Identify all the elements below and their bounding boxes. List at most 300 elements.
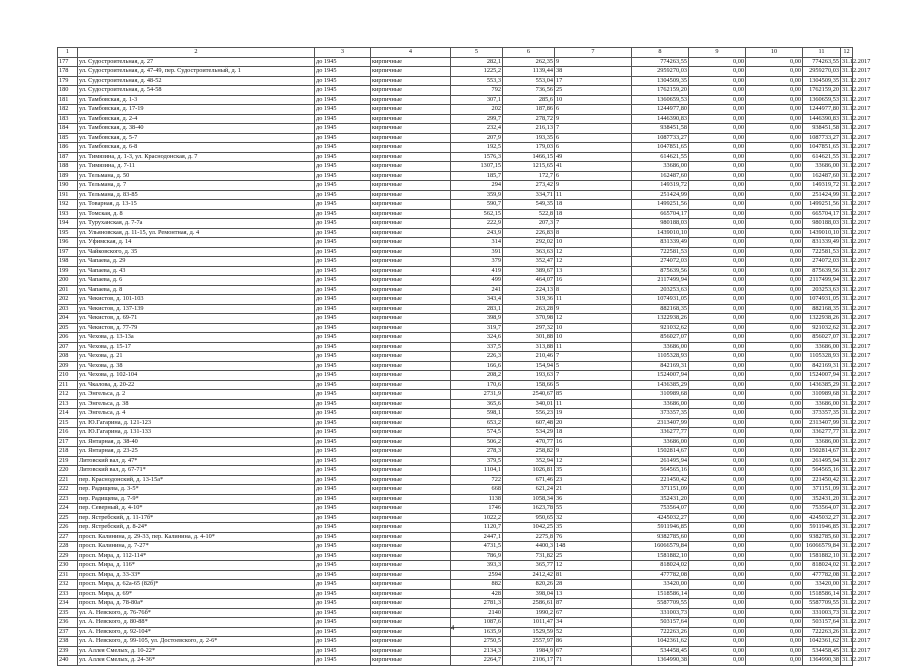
table-cell: 1215,65 <box>503 162 555 172</box>
table-cell: ул. Тамбовская, д. 5-7 <box>78 133 315 143</box>
table-row <box>58 133 853 143</box>
table-row <box>58 504 853 514</box>
table-cell: кирпичные <box>371 133 451 143</box>
table-cell: 0,00 <box>746 466 803 476</box>
table-cell: 31.12.2017 <box>842 276 871 284</box>
table-cell: 428 <box>451 589 503 599</box>
table-row <box>58 276 853 286</box>
table-cell: 0,00 <box>746 646 803 656</box>
table-cell: 1087,6 <box>451 618 503 628</box>
table-cell: 503157,64 <box>632 618 689 628</box>
table-cell: 0,00 <box>689 219 746 229</box>
table-cell: 178 <box>58 67 78 77</box>
table-cell: 221450,42 <box>803 475 841 485</box>
table-cell: 1120,7 <box>451 523 503 533</box>
table-cell: 938451,58 <box>632 124 689 134</box>
table-cell: 67 <box>555 608 632 618</box>
table-cell: 31.12.2017 <box>842 333 871 341</box>
table-cell: 0,00 <box>746 95 803 105</box>
table-cell: 1074931,05 <box>803 295 841 305</box>
table-cell: пер. Ястребский, д. 8-24* <box>78 523 315 533</box>
table-cell: 398,04 <box>503 589 555 599</box>
table-cell: кирпичные <box>371 276 451 286</box>
table-cell: кирпичные <box>371 304 451 314</box>
table-cell: 263,28 <box>503 304 555 314</box>
table-cell: 301,88 <box>503 333 555 343</box>
table-cell: 31.12.2017 <box>842 618 871 626</box>
table-cell: 10 <box>555 323 632 333</box>
table-cell: просп. Калинина, д. 29-33, пер. Калинина, д. 4-10* <box>78 532 315 542</box>
table-cell: 32 <box>555 513 632 523</box>
table-cell: кирпичные <box>371 504 451 514</box>
table-cell: 0,00 <box>746 238 803 248</box>
table-cell: 1042,25 <box>503 523 555 533</box>
table-cell: 0,00 <box>689 580 746 590</box>
table-cell: 1576,3 <box>451 152 503 162</box>
table-cell: 842169,31 <box>803 361 841 371</box>
table-cell: 0,00 <box>746 570 803 580</box>
table-cell: кирпичные <box>371 190 451 200</box>
table-cell: 0,00 <box>689 618 746 628</box>
table-cell: 831339,49 <box>803 238 841 248</box>
table-cell: 352,94 <box>503 456 555 466</box>
table-cell: 607,48 <box>503 418 555 428</box>
table-cell: ул. Тамбовская, д. 38-40 <box>78 124 315 134</box>
table-row <box>58 418 853 428</box>
table-row <box>58 228 853 238</box>
table-cell: 192,5 <box>451 143 503 153</box>
table-cell: 0,00 <box>689 114 746 124</box>
table-cell: 278,72 <box>503 114 555 124</box>
table-cell: 0,00 <box>689 285 746 295</box>
table-cell: кирпичные <box>371 513 451 523</box>
table-cell: 1244977,80 <box>803 105 841 115</box>
table-cell: 0,00 <box>689 314 746 324</box>
table-cell: до 1945 <box>315 333 371 343</box>
table-row <box>58 447 853 457</box>
table-cell: 0,00 <box>746 428 803 438</box>
table-cell: 31.12.2017 <box>842 133 871 141</box>
table-cell: 0,00 <box>689 323 746 333</box>
table-cell: 226 <box>58 523 78 533</box>
table-row <box>58 523 853 533</box>
table-cell: кирпичные <box>371 437 451 447</box>
table-cell: 0,00 <box>746 86 803 96</box>
table-cell: до 1945 <box>315 570 371 580</box>
table-cell: 258,82 <box>503 447 555 457</box>
table-cell: 211 <box>58 380 78 390</box>
table-cell: 0,00 <box>689 276 746 286</box>
table-row <box>58 352 853 362</box>
table-cell: 9 <box>555 114 632 124</box>
column-header: 4 <box>371 48 451 58</box>
table-cell: до 1945 <box>315 551 371 561</box>
table-cell: 506,2 <box>451 437 503 447</box>
table-cell: 0,00 <box>746 551 803 561</box>
table-cell: 9 <box>555 57 632 67</box>
table-cell: 0,00 <box>689 456 746 466</box>
table-cell: 243,9 <box>451 228 503 238</box>
table-cell: 786,9 <box>451 551 503 561</box>
table-cell: 842169,31 <box>632 361 689 371</box>
table-cell: 187,86 <box>503 105 555 115</box>
table-cell: ул. Тимязина, д. 7-11 <box>78 162 315 172</box>
table-cell: пер. Северный, д. 4-10* <box>78 504 315 514</box>
table-cell: до 1945 <box>315 380 371 390</box>
table-cell: 2447,1 <box>451 532 503 542</box>
table-cell: 379,5 <box>451 456 503 466</box>
table-cell: 313,88 <box>503 342 555 352</box>
table-cell: 980188,03 <box>803 219 841 229</box>
table-cell: кирпичные <box>371 618 451 628</box>
table-cell: 310989,68 <box>803 390 841 400</box>
table-cell: 0,00 <box>746 219 803 229</box>
table-cell: 33686,00 <box>803 162 841 172</box>
table-cell: 5911946,85 <box>632 523 689 533</box>
table-cell: 81 <box>555 570 632 580</box>
table-cell: 31.12.2017 <box>842 513 871 521</box>
table-cell: 343,4 <box>451 295 503 305</box>
table-cell: 0,00 <box>746 523 803 533</box>
table-cell: 31.12.2017 <box>842 171 871 179</box>
table-cell: 856027,07 <box>632 333 689 343</box>
table-cell: 0,00 <box>689 399 746 409</box>
table-cell: 0,00 <box>689 190 746 200</box>
table-cell: 31.12.2017 <box>842 542 871 550</box>
table-cell: 307,1 <box>451 95 503 105</box>
table-cell: 0,00 <box>689 599 746 609</box>
table-cell: 722 <box>451 475 503 485</box>
table-cell: 207,3 <box>503 219 555 229</box>
table-cell: 0,00 <box>689 333 746 343</box>
table-cell: кирпичные <box>371 646 451 656</box>
table-cell: ул. Чекистов, д. 101-103 <box>78 295 315 305</box>
table-cell: 149319,72 <box>803 181 841 191</box>
table-cell: кирпичные <box>371 67 451 77</box>
table-cell: 2264,7 <box>451 656 503 666</box>
table-cell: 13 <box>555 589 632 599</box>
table-cell: 31.12.2017 <box>842 361 871 369</box>
table-cell: 149319,72 <box>632 181 689 191</box>
table-row <box>58 390 853 400</box>
table-cell: 0,00 <box>689 390 746 400</box>
table-cell: ул. Ю.Гагарина, д. 121-123 <box>78 418 315 428</box>
table-cell: кирпичные <box>371 380 451 390</box>
table-cell: кирпичные <box>371 285 451 295</box>
table-cell: 980188,03 <box>632 219 689 229</box>
table-cell: 0,00 <box>689 646 746 656</box>
table-cell: 31.12.2017 <box>842 428 871 436</box>
table-cell: 237 <box>58 627 78 637</box>
table-cell: кирпичные <box>371 114 451 124</box>
table-cell: 668 <box>451 485 503 495</box>
table-cell: кирпичные <box>371 542 451 552</box>
table-cell: 0,00 <box>689 561 746 571</box>
header-row <box>58 48 853 58</box>
table-cell: до 1945 <box>315 437 371 447</box>
table-row <box>58 656 853 666</box>
table-cell: 1529,59 <box>503 627 555 637</box>
table-row <box>58 371 853 381</box>
table-cell: 180 <box>58 86 78 96</box>
table-cell: 217 <box>58 437 78 447</box>
table-cell: 0,00 <box>689 380 746 390</box>
table-cell: 1022,2 <box>451 513 503 523</box>
table-cell: 274072,03 <box>803 257 841 267</box>
table-cell: 85 <box>555 390 632 400</box>
table-row <box>58 599 853 609</box>
table-cell: 389,67 <box>503 266 555 276</box>
table-cell: кирпичные <box>371 475 451 485</box>
table-cell: 212 <box>58 390 78 400</box>
table-cell: 882168,35 <box>803 304 841 314</box>
table-cell: 31.12.2017 <box>842 456 871 464</box>
table-cell: кирпичные <box>371 171 451 181</box>
table-cell: 204 <box>58 314 78 324</box>
table-cell: 0,00 <box>689 238 746 248</box>
table-cell: 148 <box>555 542 632 552</box>
table-cell: 31.12.2017 <box>842 589 871 597</box>
table-cell: 0,00 <box>746 57 803 67</box>
table-cell: ул. Судостроительная, д. 48-52 <box>78 76 315 86</box>
table-row <box>58 171 853 181</box>
table-cell: 0,00 <box>689 637 746 647</box>
table-cell: 4400,3 <box>503 542 555 552</box>
table-cell: 31.12.2017 <box>842 228 871 236</box>
table-cell: 52 <box>555 627 632 637</box>
table-cell: 216,13 <box>503 124 555 134</box>
table-cell: 31.12.2017 <box>842 561 871 569</box>
table-cell: 1762159,20 <box>632 86 689 96</box>
table-cell: до 1945 <box>315 323 371 333</box>
table-cell: 31.12.2017 <box>842 447 871 455</box>
table-row <box>58 494 853 504</box>
table-cell: 365,6 <box>451 399 503 409</box>
table-cell: 792 <box>451 86 503 96</box>
table-cell: 373357,35 <box>803 409 841 419</box>
table-cell: кирпичные <box>371 447 451 457</box>
table-cell: 202 <box>451 105 503 115</box>
table-cell: 213 <box>58 399 78 409</box>
table-cell: 262,35 <box>503 57 555 67</box>
table-cell: 0,00 <box>689 627 746 637</box>
table-cell: 31.12.2017 <box>842 323 871 331</box>
table-cell: 31.12.2017 <box>842 209 871 217</box>
table-cell: 0,00 <box>746 285 803 295</box>
table-cell: 665704,17 <box>632 209 689 219</box>
table-cell: 0,00 <box>689 656 746 666</box>
table-cell: 31.12.2017 <box>842 285 871 293</box>
table-cell: 191 <box>58 190 78 200</box>
table-cell: кирпичные <box>371 219 451 229</box>
table-cell: 18 <box>555 209 632 219</box>
table-cell: до 1945 <box>315 428 371 438</box>
column-header: 7 <box>555 48 632 58</box>
table-cell: 1058,34 <box>503 494 555 504</box>
table-cell: 1984,9 <box>503 646 555 656</box>
table-cell: до 1945 <box>315 618 371 628</box>
table-cell: кирпичные <box>371 361 451 371</box>
table-cell: 352431,20 <box>803 494 841 504</box>
table-cell: ул. Янтарная, д. 23-25 <box>78 447 315 457</box>
table-cell: до 1945 <box>315 209 371 219</box>
table-cell: 0,00 <box>746 257 803 267</box>
table-cell: 736,56 <box>503 86 555 96</box>
table-cell: 189 <box>58 171 78 181</box>
table-cell: 0,00 <box>689 570 746 580</box>
table-cell: 598,1 <box>451 409 503 419</box>
table-cell: 0,00 <box>689 542 746 552</box>
table-cell: ул. Чехова, д. 15-17 <box>78 342 315 352</box>
table-cell: 340,01 <box>503 399 555 409</box>
table-cell: 0,00 <box>746 447 803 457</box>
table-cell: 278,3 <box>451 447 503 457</box>
table-cell: ул. Тельмана, д. 7 <box>78 181 315 191</box>
table-cell: 1042361,62 <box>803 637 841 647</box>
table-cell: 0,00 <box>746 105 803 115</box>
table-cell: ул. Янтарная, д. 38-40 <box>78 437 315 447</box>
table-cell: 0,00 <box>689 171 746 181</box>
table-cell: до 1945 <box>315 513 371 523</box>
table-cell: 1105328,93 <box>803 352 841 362</box>
table-cell: 31.12.2017 <box>842 475 871 483</box>
table-cell: 193,63 <box>503 371 555 381</box>
table-cell: 224 <box>58 504 78 514</box>
table-cell: 0,00 <box>689 589 746 599</box>
table-cell: 331003,73 <box>632 608 689 618</box>
table-cell: 18 <box>555 428 632 438</box>
table-cell: 16 <box>555 437 632 447</box>
table-cell: 282,1 <box>451 57 503 67</box>
table-cell: 285,6 <box>503 95 555 105</box>
table-cell: кирпичные <box>371 485 451 495</box>
table-cell: ул. Чапаева, д. 29 <box>78 257 315 267</box>
table-row <box>58 361 853 371</box>
table-cell: 2750,5 <box>451 637 503 647</box>
table-cell: 194 <box>58 219 78 229</box>
table-cell: 218 <box>58 447 78 457</box>
table-cell: 1304509,35 <box>632 76 689 86</box>
table-cell: ул. Чапаева, д. 43 <box>78 266 315 276</box>
table-cell: 0,00 <box>746 352 803 362</box>
table-cell: 722581,53 <box>632 247 689 257</box>
table-cell: 8 <box>555 285 632 295</box>
table-cell: 31.12.2017 <box>842 371 871 379</box>
table-cell: 5911946,85 <box>803 523 841 533</box>
table-cell: ул. Аллея Смелых, д. 10-22* <box>78 646 315 656</box>
table-cell: 0,00 <box>746 542 803 552</box>
table-cell: кирпичные <box>371 295 451 305</box>
table-cell: Литовский вал, д. 47* <box>78 456 315 466</box>
table-cell: 2313407,99 <box>803 418 841 428</box>
table-cell: 0,00 <box>746 342 803 352</box>
table-cell: пер. Радищева, д. 7-9* <box>78 494 315 504</box>
table-cell: 522,8 <box>503 209 555 219</box>
table-cell: кирпичные <box>371 409 451 419</box>
table-row <box>58 399 853 409</box>
table-cell: ул. Судостроительная, д. 54-58 <box>78 86 315 96</box>
table-cell: 226,83 <box>503 228 555 238</box>
table-cell: 671,46 <box>503 475 555 485</box>
table-cell: 76 <box>555 532 632 542</box>
table-cell: 207,9 <box>451 133 503 143</box>
table-cell: ул. А. Невского, д. 76-76б* <box>78 608 315 618</box>
table-cell: 185 <box>58 133 78 143</box>
table-cell: 1322938,26 <box>803 314 841 324</box>
table-cell: 319,7 <box>451 323 503 333</box>
table-cell: 31.12.2017 <box>842 266 871 274</box>
table-cell: до 1945 <box>315 371 371 381</box>
table-cell: до 1945 <box>315 304 371 314</box>
table-cell: 1105328,93 <box>632 352 689 362</box>
table-cell: кирпичные <box>371 523 451 533</box>
table-cell: 202 <box>58 295 78 305</box>
table-cell: 653,2 <box>451 418 503 428</box>
table-cell: 1502814,67 <box>803 447 841 457</box>
table-cell: ул. А. Невского, д. 99-105, ул. Достоевского, д. 2-6* <box>78 637 315 647</box>
table-cell: 31.12.2017 <box>842 295 871 303</box>
table-cell: 0,00 <box>746 190 803 200</box>
table-cell: 31.12.2017 <box>842 143 871 151</box>
table-row <box>58 561 853 571</box>
table-cell: 201 <box>58 285 78 295</box>
table-cell: до 1945 <box>315 228 371 238</box>
table-cell: до 1945 <box>315 561 371 571</box>
table-cell: 208 <box>58 352 78 362</box>
table-cell: 0,00 <box>689 124 746 134</box>
table-cell: 1524007,94 <box>803 371 841 381</box>
table-cell: 534,29 <box>503 428 555 438</box>
table-row <box>58 456 853 466</box>
table-cell: 0,00 <box>689 105 746 115</box>
table-cell: кирпичные <box>371 399 451 409</box>
table-cell: 31.12.2017 <box>842 466 871 474</box>
table-cell: ул. Чапаева, д. 8 <box>78 285 315 295</box>
table-cell: 2781,3 <box>451 599 503 609</box>
table-cell: 1011,47 <box>503 618 555 628</box>
table-cell: 722263,26 <box>632 627 689 637</box>
table-cell: 34 <box>555 618 632 628</box>
table-cell: 398,9 <box>451 314 503 324</box>
table-cell: 239 <box>58 646 78 656</box>
table-cell: 33420,00 <box>632 580 689 590</box>
table-cell: 0,00 <box>689 228 746 238</box>
table-cell: 352431,20 <box>632 494 689 504</box>
table-cell: 208,2 <box>451 371 503 381</box>
table-cell: 166,6 <box>451 361 503 371</box>
table-row <box>58 57 853 67</box>
table-cell: 818024,02 <box>803 561 841 571</box>
table-row <box>58 257 853 267</box>
table-cell: 1047851,65 <box>803 143 841 153</box>
table-cell: 1466,15 <box>503 152 555 162</box>
table-cell: 0,00 <box>746 162 803 172</box>
table-cell: ул. Тамбовская, д. 1-3 <box>78 95 315 105</box>
table-cell: 0,00 <box>689 304 746 314</box>
table-cell: 12 <box>555 561 632 571</box>
table-cell: 31.12.2017 <box>842 95 871 103</box>
table-cell: 10 <box>555 238 632 248</box>
table-cell: 1307,15 <box>451 162 503 172</box>
table-cell: ул. Чехова, д. 21 <box>78 352 315 362</box>
table-cell: 31.12.2017 <box>842 646 871 654</box>
table-cell: 365,77 <box>503 561 555 571</box>
table-cell: 2731,9 <box>451 390 503 400</box>
table-cell: 11 <box>555 342 632 352</box>
table-cell: 203 <box>58 304 78 314</box>
table-cell: 7 <box>555 124 632 134</box>
table-cell: 0,00 <box>746 532 803 542</box>
